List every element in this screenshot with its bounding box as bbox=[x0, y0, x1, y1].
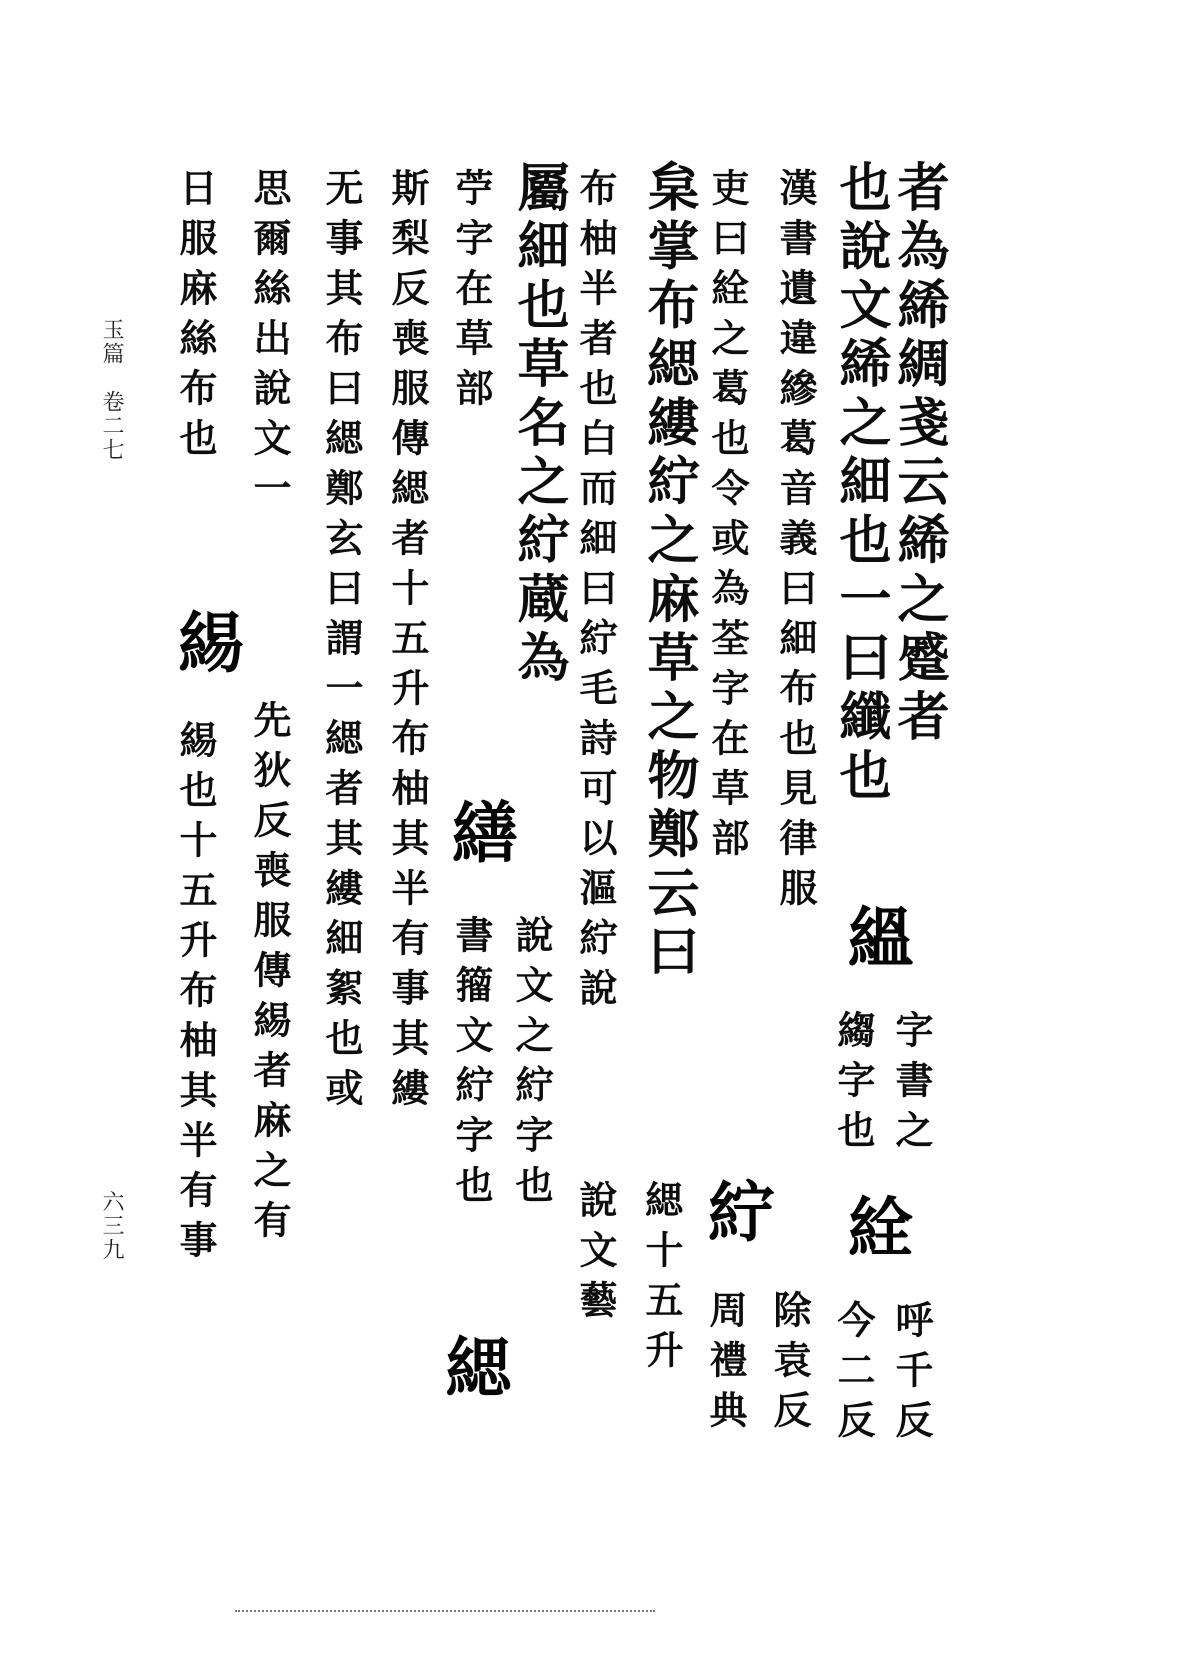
text-column-8: 苧字在草部 bbox=[449, 168, 494, 418]
annotation-column: 先狄反喪服傳緆者麻之有 bbox=[247, 700, 292, 1250]
head-character: 緦 bbox=[446, 1329, 512, 1407]
text-column-4: 吏曰絟之葛也令或為荃字在草部 bbox=[705, 168, 750, 868]
head-character: 繕 bbox=[452, 794, 518, 872]
text-column-7: 屬細也草名之紵蔵為 bbox=[508, 160, 569, 690]
annotation-column: 緆也十五升布柚其半有事 bbox=[173, 720, 218, 1270]
text-column-11: 思爾絲出說文一 bbox=[247, 168, 292, 518]
text-column-3: 漢書遺違縿葛音義曰細布也見律服 bbox=[773, 168, 818, 918]
head-character: 絟 bbox=[848, 1189, 914, 1267]
annotation-column: 今二反 bbox=[831, 1300, 876, 1450]
annotation-column: 呼千反 bbox=[889, 1300, 934, 1450]
bottom-divider bbox=[235, 1610, 655, 1612]
text-column-6: 布柚半者也白而細曰紵毛詩可以漚紵說 bbox=[573, 168, 618, 1018]
annotation-column: 說文之紵字也 bbox=[509, 915, 554, 1215]
page-number: 六三九 bbox=[99, 1190, 124, 1262]
head-character: 紵 bbox=[708, 1174, 774, 1252]
annotation-column: 書籀文紵字也 bbox=[449, 915, 494, 1215]
text-column-12: 日服麻絲布也 bbox=[173, 168, 218, 468]
annotation-column: 周禮典 bbox=[703, 1290, 748, 1440]
head-character: 緆 bbox=[178, 604, 244, 682]
annotation-column: 字書之 bbox=[889, 1010, 934, 1160]
annotation-column: 說文藝 bbox=[573, 1180, 618, 1330]
annotation-column: 除袁反 bbox=[767, 1290, 812, 1440]
text-column-10: 无事其布曰緦鄭玄曰謂一緦者其縷細絮也或 bbox=[319, 168, 364, 1118]
annotation-column: 緦十五升 bbox=[639, 1180, 684, 1380]
head-character: 縕 bbox=[848, 899, 914, 977]
text-column-1: 者為絺綢戔云絺之蹙者 bbox=[888, 160, 949, 748]
book-title: 玉篇 卷二七 bbox=[99, 318, 124, 462]
text-column-5: 枲掌布緦縷紵之麻草之物鄭云曰 bbox=[638, 160, 699, 984]
annotation-column: 縐字也 bbox=[831, 1010, 876, 1160]
text-column-2: 也說文絺之細也一曰纖也 bbox=[830, 160, 891, 807]
text-column-9: 斯梨反喪服傳緦者十五升布柚其半有事其縷 bbox=[385, 168, 430, 1118]
